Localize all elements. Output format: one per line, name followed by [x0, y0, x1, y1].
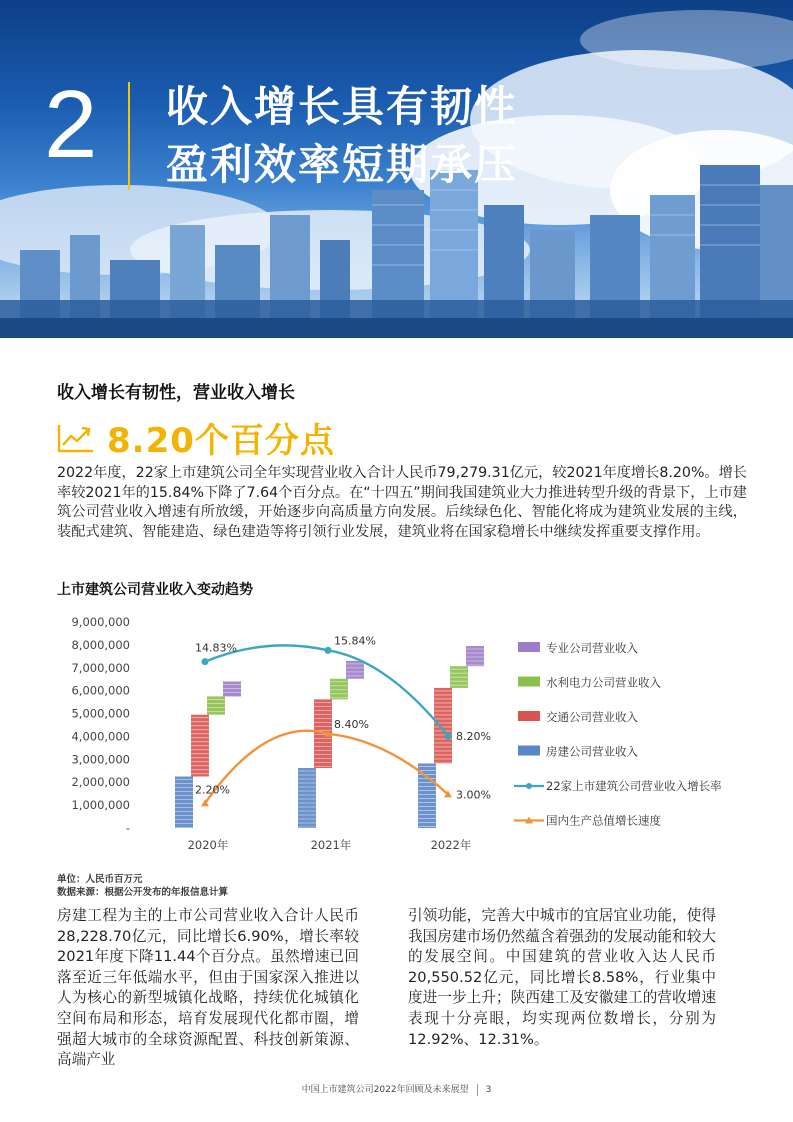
x-tick-label: 2021年	[310, 838, 352, 852]
section-heading: 收入增长有韧性，营业收入增长	[57, 383, 295, 403]
source-note: 数据来源：根据公开发布的年报信息计算	[57, 887, 229, 898]
y-tick-label: 5,000,000	[71, 706, 130, 721]
revenue-trend-chart	[40, 608, 760, 870]
chapter-number: 2	[44, 71, 98, 178]
legend-swatch	[518, 677, 540, 687]
legend-label: 房建公司营业收入	[546, 744, 638, 759]
legend-label: 专业公司营业收入	[546, 641, 638, 655]
y-tick-label: -	[125, 821, 130, 835]
legend-marker	[526, 783, 532, 789]
legend-swatch	[518, 746, 540, 756]
bar-segment	[223, 682, 241, 697]
legend-swatch	[518, 642, 540, 652]
chapter-title-line1: 收入增长具有韧性	[166, 82, 519, 131]
body-column-left: 房建工程为主的上市公司营业收入合计人民币28,228.70亿元，同比增长6.90%，增长率较2021年度下降11.44个百分点。虽然增速已回落至近三年低端水平，但由于国家深入推进以人为核心的新型城镇化战略，持续优化城镇化空间布局和形态，培育发展现代化都市圈，增强超大城市的全球资源配置、科技创新策源、高端产业	[57, 907, 359, 1069]
y-tick-label: 7,000,000	[71, 660, 130, 675]
highlight-stat	[57, 414, 335, 460]
bar-segment	[175, 777, 193, 829]
x-tick-label: 2022年	[430, 838, 472, 852]
line-point	[202, 658, 209, 665]
legend-label: 国内生产总值增长速度	[546, 813, 661, 828]
data-label: 15.84%	[334, 634, 376, 648]
x-tick-label: 2020年	[187, 838, 229, 852]
legend-label: 水利电力公司营业收入	[546, 675, 661, 690]
y-tick-label: 8,000,000	[71, 637, 130, 652]
y-tick-label: 1,000,000	[71, 798, 130, 813]
data-label: 3.00%	[456, 788, 491, 802]
chapter-title	[166, 78, 518, 194]
unit-note: 单位：人民币百万元	[57, 874, 143, 885]
y-tick-label: 6,000,000	[71, 683, 130, 698]
highlight-value: 8.20个百分点	[107, 420, 335, 461]
line-point	[325, 647, 332, 654]
trend-up-icon	[57, 421, 95, 453]
footer-title: 中国上市建筑公司2022年回顾及未来展望	[301, 1085, 469, 1095]
y-tick-label: 3,000,000	[71, 752, 130, 767]
data-label: 8.40%	[334, 717, 369, 731]
legend-label: 22家上市建筑公司营业收入增长率	[546, 779, 722, 793]
y-tick-label: 2,000,000	[71, 775, 130, 790]
legend-label: 交通公司营业收入	[546, 710, 638, 724]
body-column-right: 引领功能，完善大中城市的宜居宜业功能，使得我国房建市场仍然蕴含着强劲的发展动能和较大的发展空间。中国建筑的营业收入达人民币20,550.52亿元，同比增长8.58%，行业集中度进一步上升；陕西建工及安徽建工的营收增速表现十分亮眼，均实现两位数增长，分别为12.92%、12.31%。	[408, 907, 716, 1048]
y-tick-label: 4,000,000	[71, 729, 130, 744]
data-label: 8.20%	[456, 730, 491, 744]
footer-separator	[477, 1084, 478, 1096]
legend-swatch	[518, 711, 540, 721]
hero-banner	[0, 0, 793, 338]
chapter-title-line2: 盈利效率短期承压	[166, 140, 519, 189]
chart-title: 上市建筑公司营业收入变动趋势	[57, 582, 253, 598]
data-label: 2.20%	[195, 783, 230, 797]
line-point	[445, 733, 452, 740]
intro-paragraph: 2022年度，22家上市建筑公司全年实现营业收入合计人民币79,279.31亿元，较2021年度增长8.20%。增长率较2021年的15.84%下降了7.64个百分点。在“十四五”期间我国建筑业大力推进转型升级的背景下，上市建筑公司营业收入增速有所放缓，开始逐步向高质量方向发展。后续绿色化、智能化将成为建筑业发展的主线，装配式建筑、智能建造、绿色建造等将引领行业发展，建筑业将在国家稳增长中继续发挥重要支撑作用。	[57, 465, 747, 540]
chart-notes	[57, 873, 228, 899]
title-divider	[128, 82, 130, 190]
page-number: 3	[485, 1085, 492, 1095]
page-footer	[0, 1082, 793, 1096]
data-label: 14.83%	[195, 641, 237, 655]
y-tick-label: 9,000,000	[71, 615, 130, 629]
chart-svg	[40, 608, 760, 870]
